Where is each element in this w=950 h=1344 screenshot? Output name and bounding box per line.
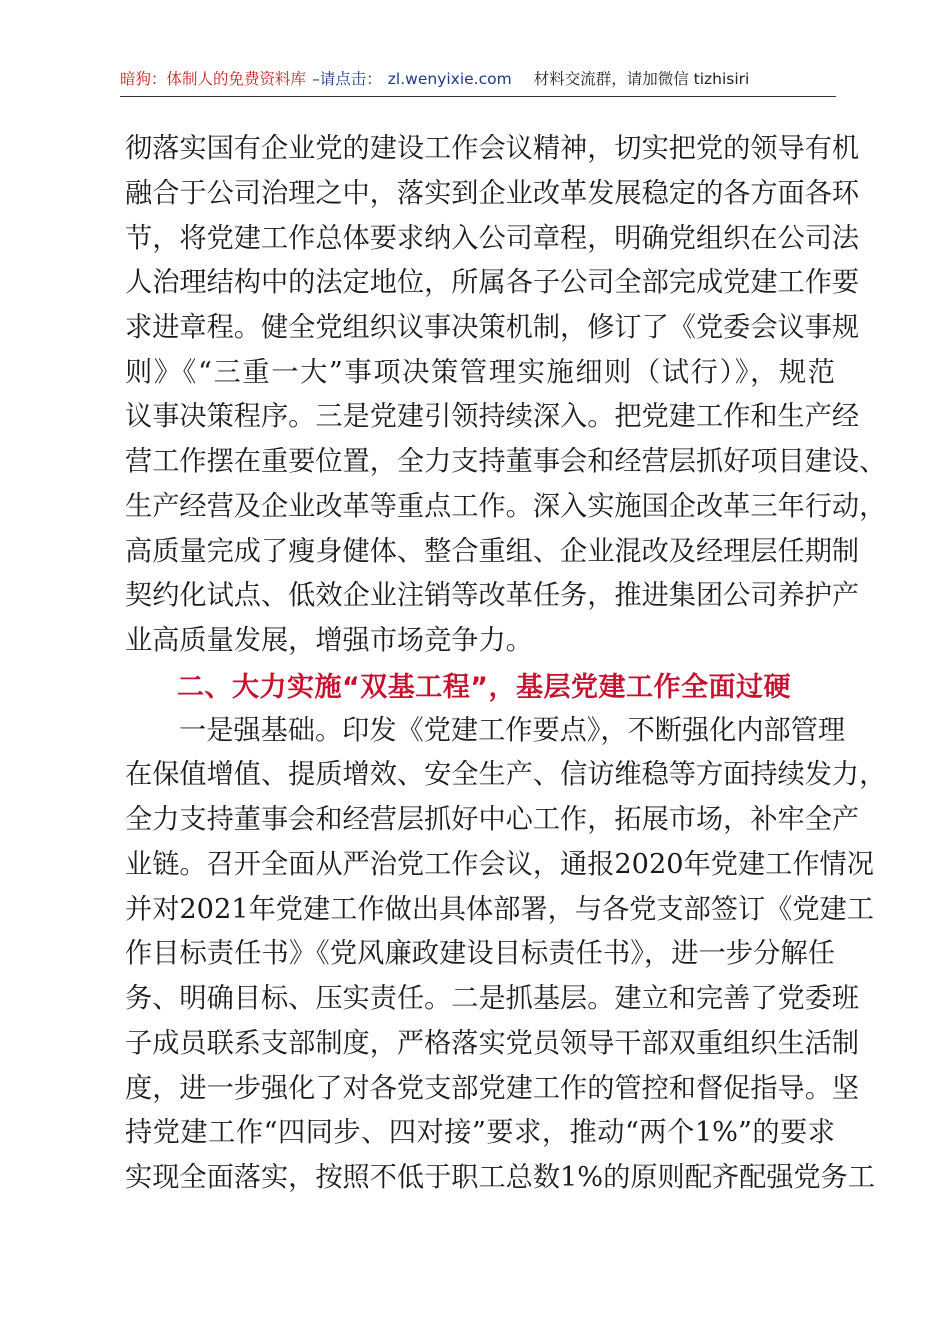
- paragraph-line: 一是强基础。印发《党建工作要点》，不断强化内部管理: [179, 715, 846, 746]
- paragraph-line: 业高质量发展，增强市场竞争力。: [125, 625, 533, 656]
- header-click-prompt: –请点击：: [312, 70, 382, 88]
- paragraph-line: 求进章程。健全党组织议事决策机制，修订了《党委会议事规: [125, 312, 860, 343]
- paragraph-line: 度，进一步强化了对各党支部党建工作的管控和督促指导。坚: [125, 1073, 860, 1104]
- paragraph-line: 务、明确目标、压实责任。二是抓基层。建立和完善了党委班: [125, 983, 860, 1014]
- paragraph-line: 并对2021年党建工作做出具体部署，与各党支部签订《党建工: [125, 894, 874, 925]
- paragraph-line: 实现全面落实，按照不低于职工总数1%的原则配齐配强党务工: [125, 1162, 876, 1193]
- document-header: [120, 64, 836, 94]
- paragraph-line: 全力支持董事会和经营层抓好中心工作，拓展市场，补牢全产: [125, 804, 860, 835]
- paragraph-line: 高质量完成了瘦身健体、整合重组、企业混改及经理层任期制: [125, 536, 860, 567]
- paragraph-line: 契约化试点、低效企业注销等改革任务，推进集团公司养护产: [125, 580, 860, 611]
- section-heading: 二、大力实施“双基工程”，基层党建工作全面过硬: [177, 672, 791, 703]
- paragraph-line: 融合于公司治理之中，落实到企业改革发展稳定的各方面各环: [125, 178, 860, 209]
- paragraph-line: 生产经营及企业改革等重点工作。深入实施国企改革三年行动，: [125, 491, 887, 522]
- paragraph-line: 子成员联系支部制度，严格落实党员领导干部双重组织生活制: [125, 1028, 860, 1059]
- paragraph-line: 议事决策程序。三是党建引领持续深入。把党建工作和生产经: [125, 401, 860, 432]
- header-link[interactable]: zl.wenyixie.com: [387, 70, 512, 88]
- paragraph-line: 作目标责任书》《党风廉政建设目标责任书》，进一步分解任: [125, 938, 835, 969]
- header-divider: [120, 96, 836, 97]
- paragraph-line: 节，将党建工作总体要求纳入公司章程，明确党组织在公司法: [125, 223, 860, 254]
- paragraph-line: 在保值增值、提质增效、安全生产、信访维稳等方面持续发力，: [125, 759, 887, 790]
- header-wechat-note: 材料交流群，请加微信 tizhisiri: [533, 70, 750, 88]
- paragraph-line: 持党建工作“四同步、四对接”要求，推动“两个1%”的要求: [125, 1117, 835, 1148]
- paragraph-line: 则》《“三重一大”事项决策管理实施细则（试行）》，规范: [125, 357, 835, 388]
- header-site-name: 暗狗：体制人的免费资料库: [120, 70, 307, 88]
- paragraph-line: 业链。召开全面从严治党工作会议，通报2020年党建工作情况: [125, 849, 874, 880]
- paragraph-line: 人治理结构中的法定地位，所属各子公司全部完成党建工作要: [125, 267, 860, 298]
- paragraph-line: 彻落实国有企业党的建设工作会议精神，切实把党的领导有机: [125, 133, 860, 164]
- paragraph-line: 营工作摆在重要位置，全力支持董事会和经营层抓好项目建设、: [125, 446, 887, 477]
